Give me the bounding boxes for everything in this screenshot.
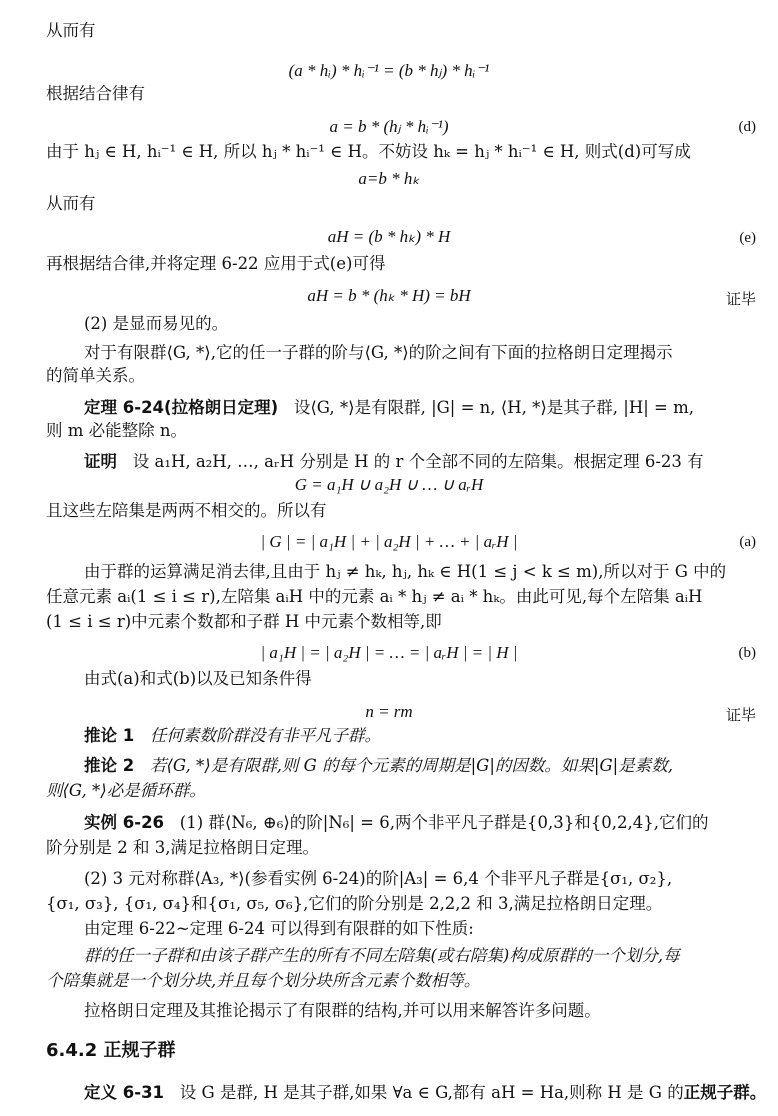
corollary-line bbox=[84, 725, 764, 747]
equation: aH = b * (hₖ * H) = bH bbox=[307, 286, 471, 305]
section-heading: 6.4.2 正规子群 bbox=[46, 1040, 176, 1061]
definition-term: 正规子群。 bbox=[683, 1083, 767, 1102]
equation-tag: (e) bbox=[739, 230, 756, 246]
text-line: 任意元素 aᵢ(1 ≤ i ≤ r),左陪集 aᵢH 中的元素 aᵢ * hⱼ ≠ aᵢ * hₖ。由此可见,每个左陪集 aᵢH bbox=[46, 587, 703, 606]
equation-tag: (a) bbox=[739, 534, 756, 550]
theorem-line bbox=[84, 397, 764, 419]
equation-tag: (d) bbox=[738, 119, 756, 135]
text-line: 则⟨G, *⟩必是循环群。 bbox=[46, 781, 206, 800]
corollary-title: 推论 1 bbox=[84, 726, 135, 745]
text-line: 且这些左陪集是两两不相交的。所以有 bbox=[46, 501, 327, 520]
example-text: (1) 群⟨N₆, ⊕₆⟩的阶|N₆| = 6,两个非平凡子群是{0,3}和{0,2,4},它们的 bbox=[179, 813, 709, 832]
text-line: 个陪集就是一个划分块,并且每个划分块所含元素个数相等。 bbox=[46, 971, 481, 990]
corollary-text: 若⟨G, *⟩是有限群,则 G 的每个元素的周期是|G|的因数。如果|G|是素数, bbox=[149, 756, 673, 775]
proof-label: 证明 bbox=[84, 452, 117, 471]
text-line: 由于 hⱼ ∈ H, hᵢ⁻¹ ∈ H, 所以 hⱼ * hᵢ⁻¹ ∈ H。不妨设 hₖ = hⱼ * hᵢ⁻¹ ∈ H, 则式(d)可写成 bbox=[46, 142, 691, 161]
text-line: (1 ≤ i ≤ r)中元素个数都和子群 H 中元素个数相等,即 bbox=[46, 612, 442, 631]
example-title: 实例 6-26 bbox=[84, 813, 165, 832]
text-line: 由定理 6-22~定理 6-24 可以得到有限群的如下性质: bbox=[84, 919, 474, 938]
example-line bbox=[84, 812, 764, 834]
corollary-text: 任何素数阶群没有非平凡子群。 bbox=[149, 726, 381, 745]
proof-line bbox=[84, 451, 764, 473]
proof-end: 证毕 bbox=[725, 292, 756, 308]
proof-end: 证毕 bbox=[725, 708, 756, 724]
equation: | G | = | a₁H | + | a₂H | + … + | aᵣH | bbox=[260, 532, 518, 551]
definition-line bbox=[84, 1082, 767, 1104]
text-line: 从而有 bbox=[46, 21, 96, 40]
theorem-title: 定理 6-24(拉格朗日定理) bbox=[84, 398, 279, 417]
equation: a=b * hₖ bbox=[358, 169, 420, 188]
text-line: (2) 3 元对称群⟨A₃, *⟩(参看实例 6-24)的阶|A₃| = 6,4 个非平凡子群是{σ₁, σ₂}, bbox=[84, 869, 673, 888]
text-line: 从而有 bbox=[46, 194, 96, 213]
equation: G = a₁H ∪ a₂H ∪ … ∪ aᵣH bbox=[294, 475, 484, 494]
text-line: 再根据结合律,并将定理 6-22 应用于式(e)可得 bbox=[46, 254, 386, 273]
corollary-title: 推论 2 bbox=[84, 756, 135, 775]
text-line: 的简单关系。 bbox=[46, 366, 145, 385]
text-line: 由于群的运算满足消去律,且由于 hⱼ ≠ hₖ, hⱼ, hₖ ∈ H(1 ≤ j < k ≤ m),所以对于 G 中的 bbox=[84, 562, 727, 581]
definition-title: 定义 6-31 bbox=[84, 1083, 165, 1102]
equation: n = rm bbox=[365, 702, 413, 721]
equation: a = b * (hⱼ * hᵢ⁻¹) bbox=[329, 117, 449, 136]
corollary-line bbox=[84, 755, 764, 777]
text-line: 对于有限群⟨G, *⟩,它的任一子群的阶与⟨G, *⟩的阶之间有下面的拉格朗日定理揭示 bbox=[84, 343, 673, 362]
definition-text: 设 G 是群, H 是其子群,如果 ∀a ∈ G,都有 aH = Ha,则称 H 是 G 的 bbox=[179, 1083, 684, 1102]
text-line: 则 m 必能整除 n。 bbox=[46, 421, 188, 440]
equation: | a₁H | = | a₂H | = … = | aᵣH | = | H | bbox=[260, 643, 518, 662]
text-line: 阶分别是 2 和 3,满足拉格朗日定理。 bbox=[46, 838, 319, 857]
theorem-text: 设⟨G, *⟩是有限群, |G| = n, ⟨H, *⟩是其子群, |H| = m, bbox=[293, 398, 695, 417]
text-line: 由式(a)和式(b)以及已知条件得 bbox=[84, 669, 312, 688]
equation-tag: (b) bbox=[738, 645, 756, 661]
text-line: 群的任一子群和由该子群产生的所有不同左陪集(或右陪集)构成原群的一个划分,每 bbox=[84, 946, 680, 965]
text-line: (2) 是显而易见的。 bbox=[84, 314, 229, 333]
equation: (a * hᵢ) * hᵢ⁻¹ = (b * hⱼ) * hᵢ⁻¹ bbox=[288, 61, 490, 80]
proof-text: 设 a₁H, a₂H, …, aᵣH 分别是 H 的 r 个全部不同的左陪集。根据定理 6-23 有 bbox=[132, 452, 704, 471]
text-line: 拉格朗日定理及其推论揭示了有限群的结构,并可以用来解答许多问题。 bbox=[84, 1001, 601, 1020]
text-line: {σ₁, σ₃}, {σ₁, σ₄}和{σ₁, σ₅, σ₆},它们的阶分别是 2,2,2 和 3,满足拉格朗日定理。 bbox=[46, 894, 663, 913]
equation: aH = (b * hₖ) * H bbox=[327, 227, 451, 246]
text-line: 根据结合律有 bbox=[46, 84, 145, 103]
